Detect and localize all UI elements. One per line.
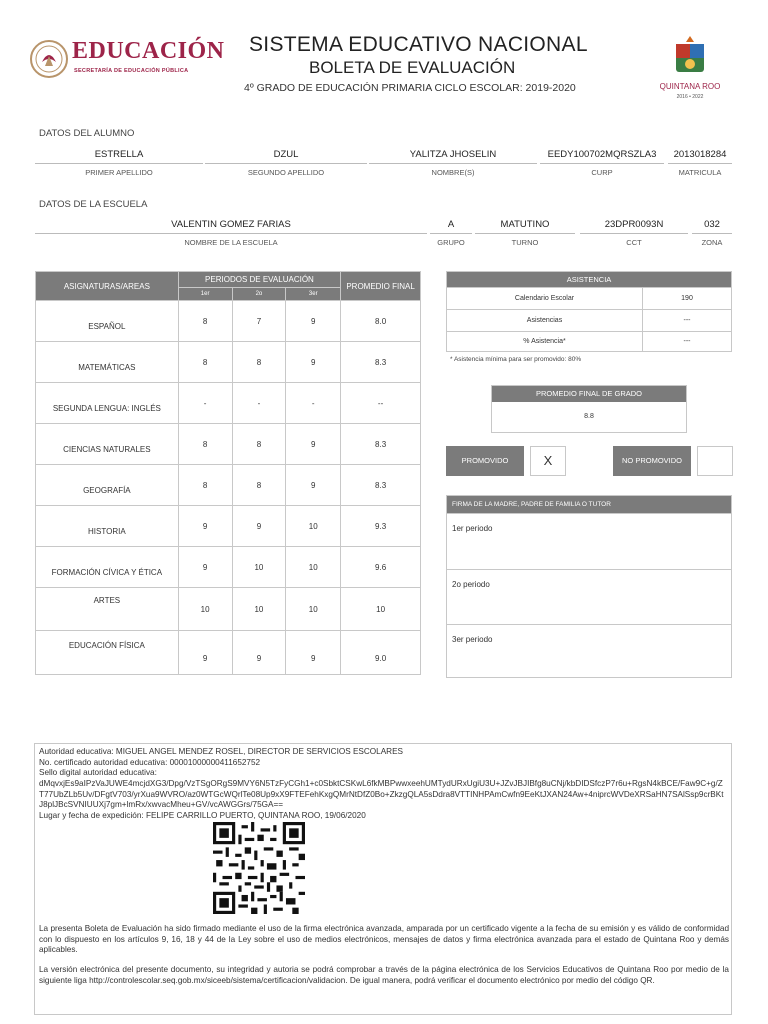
caption-nombres: NOMBRE(S) <box>431 168 475 177</box>
grade-final: 8.0 <box>341 301 421 342</box>
attendance-box <box>446 271 732 352</box>
attendance-note: * Asistencia mínima para ser promovido: 80% <box>450 356 582 363</box>
student-matricula: 2013018284 <box>673 149 727 160</box>
student-curp: EEDY100702MQRSZLA3 <box>547 149 657 160</box>
caption-escuela: NOMBRE DE LA ESCUELA <box>184 238 278 247</box>
grade-final: 8.3 <box>341 424 421 465</box>
signature-period-2-label: 2o periodo <box>452 580 490 589</box>
grade-p3: 10 <box>286 547 341 588</box>
header-final: PROMEDIO FINAL <box>341 272 421 301</box>
grade-p3: 10 <box>286 588 341 631</box>
grade-p3: 9 <box>286 301 341 342</box>
header-period-3: 3er <box>286 288 341 301</box>
school-rule-5 <box>692 233 732 234</box>
school-rule-3 <box>475 233 575 234</box>
promoted-label: PROMOVIDO <box>446 446 524 476</box>
student-rule-1 <box>35 163 203 164</box>
grade-p2: 10 <box>232 588 286 631</box>
footer-legal-2: La versión electrónica del presente documento, su integridad y autoria se podrá comprobar a través de la página electrónica de los Servicios Educativos de Quintana Roo por medio de la siguiente liga http://controlescolar.seq.gob.mx/siceeb/sistema/certificacion/validacion. De igual manera, podrá verificar el documento electrónico por medio del código QR. <box>39 965 729 985</box>
grade-p3: - <box>286 383 341 424</box>
table-row <box>36 631 421 675</box>
promoted-checkbox[interactable]: X <box>530 446 566 476</box>
grade-final: -- <box>341 383 421 424</box>
attendance-value: --- <box>683 338 691 345</box>
table-row <box>36 342 421 383</box>
grade-p2: 10 <box>232 547 286 588</box>
header-subjects: ASIGNATURAS/AREAS <box>36 272 179 301</box>
subject-name: HISTORIA <box>36 506 179 547</box>
caption-zona: ZONA <box>701 238 723 247</box>
signature-period-1-label: 1er periodo <box>452 524 493 533</box>
qr-code-icon <box>213 822 305 914</box>
attendance-row <box>447 309 731 331</box>
attendance-label: Calendario Escolar <box>447 288 643 309</box>
sep-emblem-icon <box>28 36 70 82</box>
grade-final: 8.3 <box>341 342 421 383</box>
grade-p3: 9 <box>286 631 341 675</box>
school-rule-2 <box>430 233 472 234</box>
grade-p1: - <box>178 383 232 424</box>
table-row <box>36 301 421 342</box>
signature-period-2[interactable] <box>447 569 731 624</box>
subject-name: EDUCACIÓN FÍSICA <box>36 631 179 675</box>
signature-period-3[interactable] <box>447 624 731 677</box>
subject-name: CIENCIAS NATURALES <box>36 424 179 465</box>
caption-matricula: MATRICULA <box>678 168 722 177</box>
grade-p2: 8 <box>232 465 286 506</box>
subject-name: MATEMÁTICAS <box>36 342 179 383</box>
logo-subtext: SECRETARÍA DE EDUCACIÓN PÚBLICA <box>74 68 189 74</box>
grade-final: 9.0 <box>341 631 421 675</box>
grade-p3: 9 <box>286 424 341 465</box>
caption-cct: CCT <box>626 238 642 247</box>
attendance-value: --- <box>683 317 691 324</box>
table-row <box>36 588 421 631</box>
grade-p1: 8 <box>178 465 232 506</box>
school-section-label: DATOS DE LA ESCUELA <box>39 199 148 210</box>
table-row <box>36 383 421 424</box>
document-subtitle: BOLETA DE EVALUACIÓN <box>309 58 516 77</box>
grade-final: 9.6 <box>341 547 421 588</box>
school-rule-1 <box>35 233 427 234</box>
table-row <box>36 506 421 547</box>
caption-curp: CURP <box>591 168 613 177</box>
school-grupo: A <box>447 219 455 230</box>
logo-text: EDUCACIÓN <box>72 38 225 64</box>
not-promoted-label: NO PROMOVIDO <box>613 446 691 476</box>
signature-period-3-label: 3er periodo <box>452 635 493 644</box>
header-periods: PERIODOS DE EVALUACIÓN <box>178 272 340 288</box>
subject-name: ESPAÑOL <box>36 301 179 342</box>
grade-p1: 8 <box>178 342 232 383</box>
student-nombres: YALITZA JHOSELIN <box>409 149 497 160</box>
grade-p1: 10 <box>178 588 232 631</box>
school-zona: 032 <box>704 219 720 230</box>
student-rule-5 <box>668 163 732 164</box>
grade-final: 9.3 <box>341 506 421 547</box>
grade-final: 10 <box>341 588 421 631</box>
not-promoted-checkbox[interactable] <box>697 446 733 476</box>
caption-apellido1: PRIMER APELLIDO <box>85 168 153 177</box>
attendance-label: % Asistencia* <box>447 332 643 352</box>
grade-p1: 8 <box>178 301 232 342</box>
grade-final: 8.3 <box>341 465 421 506</box>
footer-box <box>34 743 732 1015</box>
school-rule-4 <box>580 233 688 234</box>
student-rule-2 <box>205 163 367 164</box>
caption-grupo: GRUPO <box>437 238 465 247</box>
final-grade-box <box>491 385 687 433</box>
attendance-value: 190 <box>681 295 693 302</box>
footer-seal: dMqvxjEs9aIPzVaJUWE4mcjdXG3/Dpg/VzTSgORgS9MVY6N5TzFyCGh1+c0SbktCSKwL6fkMBPwwxeehUMTydURxUgiU3U+JZvJBJIBfg8uCNj/kbDIDSfczP7r6u+RgsN4kBCE/Faw9C+g/ZT77UbZLb5Uv/DFgtV703/yrXua9WVRO/az0WTGcWQrlTe08Up9xX9FTEFehKxgQMrNtDfZ0Bo+ZkzgQLA5sDdra8VTTINHPAmCwfn9EeKtJXAN24Aw+4niprcWVDeXRSaHN7SAlSsp9crBKtJ8plJBcSVNIUUXj7gm+lmRx/xwvacMheu+GV/vcAWGGrs/75GA== <box>39 778 724 810</box>
subject-name: GEOGRAFÍA <box>36 465 179 506</box>
student-section-label: DATOS DEL ALUMNO <box>39 128 135 139</box>
quintana-roo-logo <box>650 34 730 104</box>
grade-p2: 8 <box>232 424 286 465</box>
attendance-row <box>447 331 731 352</box>
table-row <box>36 547 421 588</box>
state-shield-icon <box>670 34 710 78</box>
student-rule-3 <box>369 163 537 164</box>
student-rule-4 <box>540 163 664 164</box>
subject-name: SEGUNDA LENGUA: INGLÉS <box>36 383 179 424</box>
grade-p3: 9 <box>286 465 341 506</box>
header-period-2: 2o <box>232 288 286 301</box>
footer-legal-1: La presenta Boleta de Evaluación ha sido firmado mediante el uso de la firma electrónica avanzada, amparada por un certificado vigente a la fecha de su emisión y es válido de conformidad con lo dispuesto en los artículos 9, 16, 18 y 44 de la Ley sobre el uso de medios electrónicos, mensajes de datos y firma electrónica avanzada para el estado de Quintana Roo y demás aplicables. <box>39 924 729 955</box>
grade-p3: 10 <box>286 506 341 547</box>
document-title: SISTEMA EDUCATIVO NACIONAL <box>249 33 588 56</box>
caption-turno: TURNO <box>511 238 539 247</box>
school-turno: MATUTINO <box>500 219 550 230</box>
grade-p3: 9 <box>286 342 341 383</box>
grade-p1: 8 <box>178 424 232 465</box>
school-nombre: VALENTIN GOMEZ FARIAS <box>171 219 291 230</box>
final-grade-title: PROMEDIO FINAL DE GRADO <box>492 386 686 402</box>
sep-logo <box>28 36 228 82</box>
footer-seal-label: Sello digital autoridad educativa: <box>39 768 157 778</box>
table-row <box>36 424 421 465</box>
table-row <box>36 465 421 506</box>
grade-p1: 9 <box>178 547 232 588</box>
state-name: QUINTANA ROO <box>659 82 721 91</box>
student-apellido1: ESTRELLA <box>94 149 144 160</box>
subject-name: FORMACIÓN CÍVICA Y ÉTICA <box>36 547 179 588</box>
student-apellido2: DZUL <box>273 149 299 160</box>
grade-p2: 9 <box>232 506 286 547</box>
attendance-title: ASISTENCIA <box>447 272 731 287</box>
caption-apellido2: SEGUNDO APELLIDO <box>247 168 325 177</box>
signatures-box <box>446 495 732 678</box>
final-grade-value: 8.8 <box>584 413 594 420</box>
grade-p1: 9 <box>178 506 232 547</box>
grade-cycle-line: 4º GRADO DE EDUCACIÓN PRIMARIA CICLO ESCOLAR: 2019-2020 <box>244 82 576 94</box>
signatures-title: FIRMA DE LA MADRE, PADRE DE FAMILIA O TUTOR <box>447 496 731 513</box>
attendance-label: Asistencias <box>447 310 643 331</box>
subject-name: ARTES <box>36 588 179 631</box>
grade-p2: 8 <box>232 342 286 383</box>
state-years: 2016 • 2022 <box>676 94 704 100</box>
grade-p1: 9 <box>178 631 232 675</box>
grade-p2: 9 <box>232 631 286 675</box>
signature-period-1[interactable] <box>447 513 731 569</box>
footer-place-date: Lugar y fecha de expedición: FELIPE CARRILLO PUERTO, QUINTANA ROO, 19/06/2020 <box>39 810 366 820</box>
grades-table <box>35 271 421 675</box>
attendance-row <box>447 287 731 309</box>
qr-code[interactable] <box>213 822 305 914</box>
footer-authority: Autoridad educativa: MIGUEL ANGEL MENDEZ ROSEL, DIRECTOR DE SERVICIOS ESCOLARES <box>39 747 404 756</box>
header-period-1: 1er <box>178 288 232 301</box>
grade-p2: - <box>232 383 286 424</box>
grade-p2: 7 <box>232 301 286 342</box>
footer-certificate: No. certificado autoridad educativa: 00001000000411652752 <box>39 757 261 767</box>
school-cct: 23DPR0093N <box>604 219 664 230</box>
